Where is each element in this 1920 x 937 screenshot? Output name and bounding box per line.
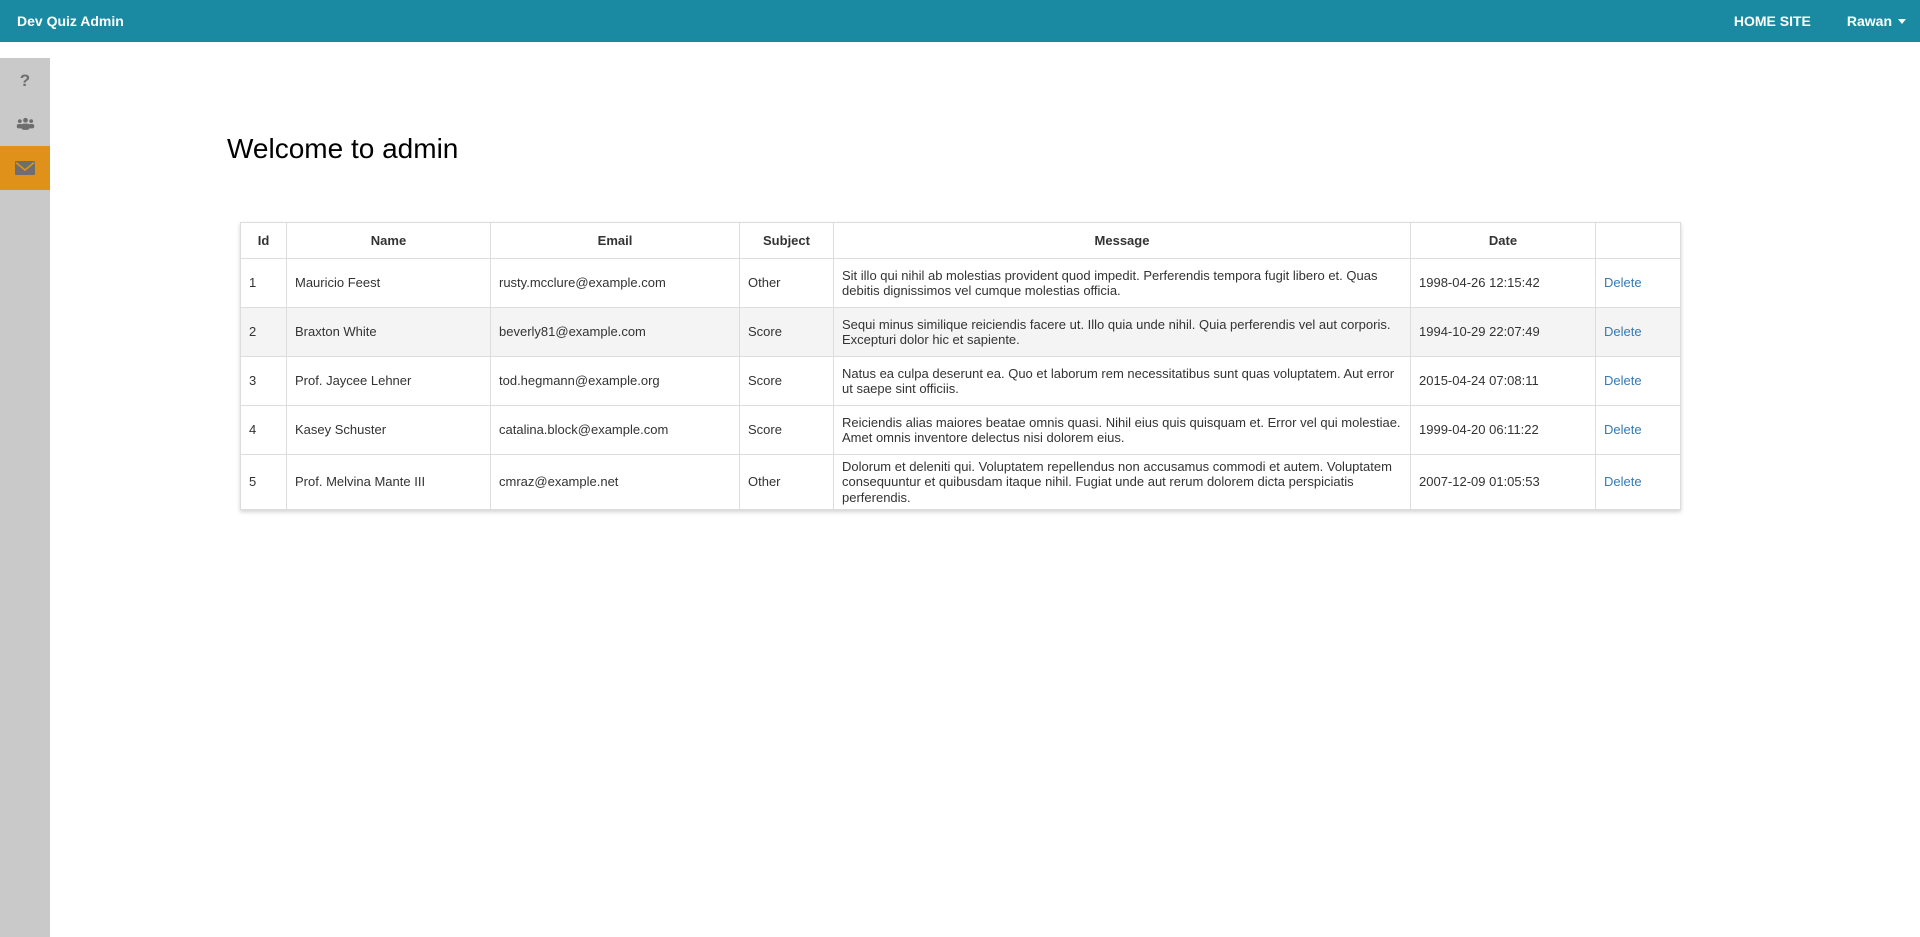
cell-date: 1998-04-26 12:15:42 bbox=[1411, 259, 1596, 308]
column-header: Name bbox=[287, 223, 491, 259]
cell-message: Reiciendis alias maiores beatae omnis quasi. Nihil eius quis quisquam et. Error vel qui molestiae. Amet omnis inventore delectus nisi dolorem eius. bbox=[834, 406, 1411, 455]
column-header: Email bbox=[491, 223, 740, 259]
sidebar-item-help[interactable] bbox=[0, 58, 50, 102]
column-header: Subject bbox=[740, 223, 834, 259]
brand-link[interactable]: Dev Quiz Admin bbox=[17, 13, 124, 29]
sidebar-item-messages[interactable] bbox=[0, 146, 50, 190]
cell-id: 2 bbox=[241, 308, 287, 357]
column-header: Id bbox=[241, 223, 287, 259]
cell-subject: Other bbox=[740, 455, 834, 510]
table-body bbox=[241, 259, 1681, 510]
messages-table-wrap bbox=[240, 222, 1680, 510]
table-row bbox=[241, 308, 1681, 357]
page-title: Welcome to admin bbox=[227, 133, 459, 164]
users-icon bbox=[16, 117, 35, 131]
cell-message: Dolorum et deleniti qui. Voluptatem repellendus non accusamus commodi et autem. Voluptatem consequuntur et quibusdam itaque nihil. Fugiat unde aut rerum dolorem dicta perspiciatis perferendis. bbox=[834, 455, 1411, 510]
delete-link[interactable]: Delete bbox=[1604, 474, 1642, 490]
user-menu-label: Rawan bbox=[1846, 13, 1892, 29]
cell-email: rusty.mcclure@example.com bbox=[491, 259, 740, 308]
cell-date: 2007-12-09 01:05:53 bbox=[1411, 455, 1596, 510]
sidebar-item-users[interactable] bbox=[0, 102, 50, 146]
cell-name: Mauricio Feest bbox=[287, 259, 491, 308]
delete-link[interactable]: Delete bbox=[1604, 422, 1642, 438]
cell-message: Sequi minus similique reiciendis facere ut. Illo quia unde nihil. Quia perferendis vel aut corporis. Excepturi dolor hic et sapiente. bbox=[834, 308, 1411, 357]
top-navbar bbox=[0, 0, 1920, 42]
table-header-row bbox=[241, 223, 1681, 259]
cell-id: 3 bbox=[241, 357, 287, 406]
cell-id: 1 bbox=[241, 259, 287, 308]
cell-email: tod.hegmann@example.org bbox=[491, 357, 740, 406]
cell-email: beverly81@example.com bbox=[491, 308, 740, 357]
cell-subject: Other bbox=[740, 259, 834, 308]
cell-id: 5 bbox=[241, 455, 287, 510]
table-row bbox=[241, 455, 1681, 510]
cell-actions bbox=[1596, 406, 1681, 455]
cell-date: 1999-04-20 06:11:22 bbox=[1411, 406, 1596, 455]
column-header: Message bbox=[834, 223, 1411, 259]
cell-message: Natus ea culpa deserunt ea. Quo et laborum rem necessitatibus sunt quas voluptatem. Aut error ut saepe sint officiis. bbox=[834, 357, 1411, 406]
cell-subject: Score bbox=[740, 406, 834, 455]
cell-date: 1994-10-29 22:07:49 bbox=[1411, 308, 1596, 357]
cell-subject: Score bbox=[740, 357, 834, 406]
cell-name: Braxton White bbox=[287, 308, 491, 357]
envelope-icon bbox=[15, 161, 35, 175]
sidebar bbox=[0, 58, 50, 937]
delete-link[interactable]: Delete bbox=[1604, 373, 1642, 389]
cell-actions bbox=[1596, 259, 1681, 308]
cell-name: Prof. Melvina Mante III bbox=[287, 455, 491, 510]
question-mark-icon: ? bbox=[19, 70, 31, 90]
cell-date: 2015-04-24 07:08:11 bbox=[1411, 357, 1596, 406]
table-head bbox=[241, 223, 1681, 259]
cell-name: Prof. Jaycee Lehner bbox=[287, 357, 491, 406]
table-row bbox=[241, 406, 1681, 455]
navbar-right bbox=[1734, 13, 1906, 29]
cell-actions bbox=[1596, 308, 1681, 357]
cell-actions bbox=[1596, 455, 1681, 510]
cell-actions bbox=[1596, 357, 1681, 406]
cell-id: 4 bbox=[241, 406, 287, 455]
column-header: Date bbox=[1411, 223, 1596, 259]
cell-name: Kasey Schuster bbox=[287, 406, 491, 455]
cell-subject: Score bbox=[740, 308, 834, 357]
table-row bbox=[241, 259, 1681, 308]
home-site-link[interactable]: HOME SITE bbox=[1733, 13, 1811, 29]
messages-table bbox=[240, 222, 1681, 510]
cell-message: Sit illo qui nihil ab molestias provident quod impedit. Perferendis tempora fugit libero et. Quas debitis dignissimos vel cumque molestias officia. bbox=[834, 259, 1411, 308]
caret-down-icon bbox=[1898, 19, 1906, 24]
delete-link[interactable]: Delete bbox=[1604, 275, 1642, 291]
user-menu[interactable] bbox=[1847, 13, 1906, 29]
column-header bbox=[1596, 223, 1681, 259]
cell-email: cmraz@example.net bbox=[491, 455, 740, 510]
cell-email: catalina.block@example.com bbox=[491, 406, 740, 455]
delete-link[interactable]: Delete bbox=[1604, 324, 1642, 340]
main-content bbox=[50, 42, 1920, 510]
table-row bbox=[241, 357, 1681, 406]
